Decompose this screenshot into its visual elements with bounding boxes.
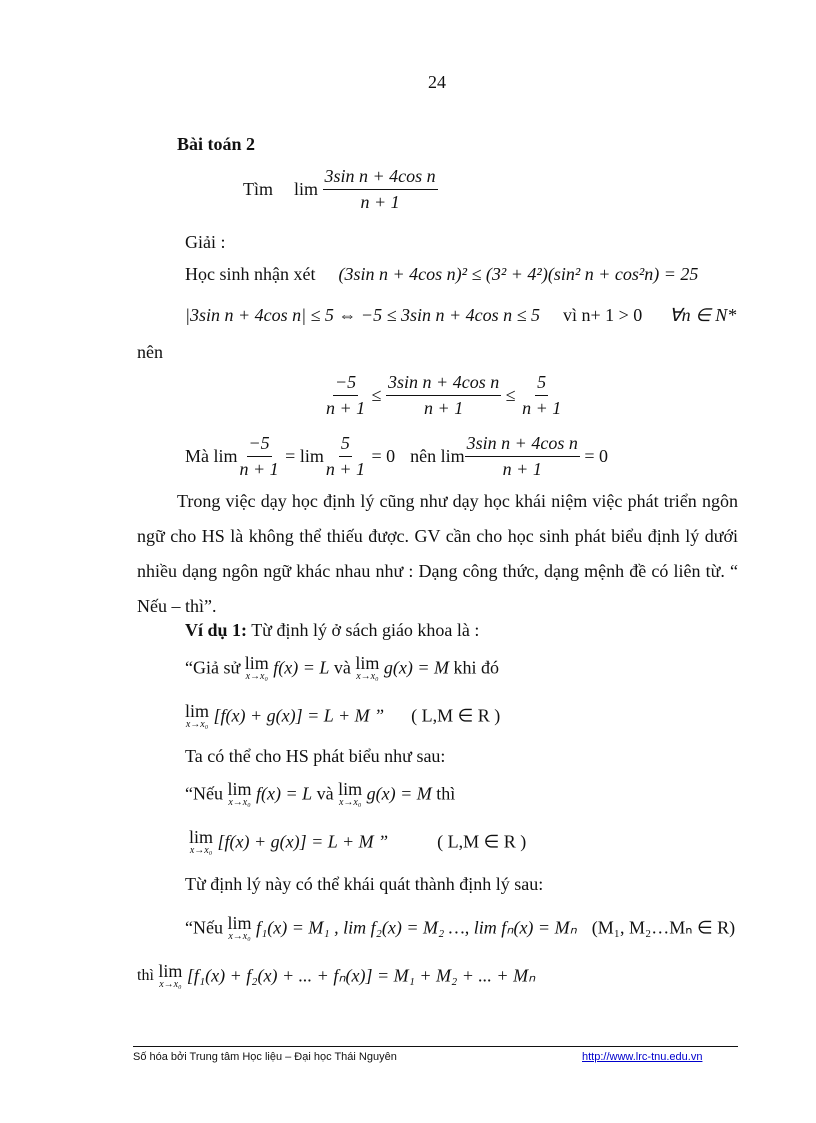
nen-word: nên <box>410 446 437 466</box>
observation-text: Học sinh nhận xét <box>185 264 316 284</box>
and-word: và <box>333 657 351 678</box>
example-heading-line <box>185 620 479 641</box>
absolute-inequality: |3sin n + 4cos n| ≤ 5 ⇔ −5 ≤ 3sin n + 4cos n ≤ 5 <box>185 305 540 325</box>
ma-word: Mà <box>185 446 209 466</box>
sum-expression: [f(x) + g(x)] = L + M ” <box>213 705 385 726</box>
footer-link[interactable]: http://www.lrc-tnu.edu.vn <box>582 1051 703 1063</box>
find-label: Tìm <box>243 179 273 199</box>
lim-1: lim <box>213 446 238 466</box>
page-number: 24 <box>428 72 446 92</box>
mid-den: n + 1 <box>424 398 464 418</box>
lim-text: lim <box>338 779 363 799</box>
mid-num: 3sin n + 4cos n <box>386 372 501 396</box>
example-label: Ví dụ 1: <box>185 620 248 640</box>
lim-block-3 <box>185 702 209 730</box>
solution-label: Giải : <box>185 232 226 252</box>
lim-text: lim <box>185 701 210 721</box>
lim-block-8 <box>158 962 182 990</box>
restatement-line-1 <box>185 780 455 808</box>
conclusion-fraction-1 <box>238 433 281 480</box>
left-fraction <box>324 372 367 419</box>
lim-sub: x→x₀ <box>228 797 251 808</box>
c3-num: 3sin n + 4cos n <box>465 433 580 457</box>
c3-den: n + 1 <box>502 459 542 479</box>
problem-fraction <box>323 166 438 213</box>
lim-block-6 <box>189 828 213 856</box>
rephrase-line: Ta có thể cho HS phát biểu như sau: <box>185 746 446 766</box>
leq-2: ≤ <box>505 385 516 405</box>
lim-text: lim <box>158 961 183 981</box>
and-word: và <box>316 783 334 804</box>
c1-num: −5 <box>247 433 272 457</box>
gx-eq-M: g(x) = M <box>366 783 432 804</box>
footer-divider <box>133 1046 738 1047</box>
lim-text: lim <box>244 653 269 673</box>
c2-num: 5 <box>339 433 352 457</box>
leq-1: ≤ <box>371 385 382 405</box>
gx-eq-M: g(x) = M <box>383 657 450 678</box>
fx-eq-L: f(x) = L <box>256 783 313 804</box>
equals-zero-1: = 0 <box>371 446 396 466</box>
body-paragraph <box>137 484 738 624</box>
set-note: ( L,M ∈ R ) <box>411 705 501 726</box>
generalize-line: Từ định lý này có thể khái quát thành định lý sau: <box>185 874 544 894</box>
lim-text: lim <box>189 827 214 847</box>
equals-zero-2: = 0 <box>584 446 608 466</box>
lim-sub: x→x₀ <box>356 671 379 682</box>
limit-conclusion <box>185 433 608 480</box>
theorem-line-2 <box>185 702 500 730</box>
left-num: −5 <box>333 372 358 396</box>
right-num: 5 <box>535 372 548 396</box>
thi-word: thì <box>436 783 456 804</box>
theorem-line-1 <box>185 654 499 682</box>
conclusion-fraction-2 <box>324 433 367 480</box>
lim-block-1 <box>245 654 269 682</box>
fx-eq-L: f(x) = L <box>273 657 330 678</box>
lim-sub: x→x₀ <box>159 979 182 990</box>
lim-3: lim <box>440 446 465 466</box>
problem-statement <box>243 166 438 213</box>
problem-heading: Bài toán 2 <box>177 134 256 154</box>
cauchy-inequality: (3sin n + 4cos n)² ≤ (3² + 4²)(sin² n + cos²n) = 25 <box>338 264 699 284</box>
observation-line <box>185 264 698 285</box>
conclusion-fraction-3 <box>465 433 580 480</box>
footer-left: Số hóa bởi Trung tâm Học liệu – Đại học Thái Nguyên <box>133 1051 397 1063</box>
lim-text: lim <box>355 653 380 673</box>
fraction-numerator: 3sin n + 4cos n <box>323 166 438 190</box>
general-theorem-line-1 <box>185 914 735 942</box>
general-limits: f₁(x) = M₁ , lim f₂(x) = M₂ …, lim fₙ(x) = Mₙ <box>256 917 577 938</box>
since-text: vì n+ 1 > 0 <box>562 305 643 325</box>
neu-text: “Nếu <box>185 783 223 804</box>
fraction-denominator: n + 1 <box>360 192 400 212</box>
paragraph-text: Trong việc dạy học định lý cũng như dạy học khái niệm việc phát triển ngôn ngữ cho HS là không thể thiếu được. GV cần cho học sinh phát biểu định lý dưới nhiều dạng ngôn ngữ khác nhau như : Dạng công thức, dạng mệnh đề có liên từ. “ Nếu – thì”. <box>137 491 738 616</box>
left-den: n + 1 <box>326 398 366 418</box>
lim-sub: x→x₀ <box>338 797 362 808</box>
general-sum: [f₁(x) + f₂(x) + ... + fₙ(x)] = M₁ + M₂ + ... + Mₙ <box>186 965 536 986</box>
general-set: (M₁, M₂…Mₙ ∈ R) <box>591 917 736 938</box>
lim-block-7 <box>227 914 251 942</box>
gia-su-text: “Giả sử <box>185 657 241 678</box>
lim-sub: x→x₀ <box>228 931 251 942</box>
right-den: n + 1 <box>522 398 562 418</box>
lim-text: lim <box>227 779 252 799</box>
sum-expression: [f(x) + g(x)] = L + M ” <box>217 831 389 852</box>
lim-block-5 <box>338 780 362 808</box>
lim-sub: x→x₀ <box>185 719 209 730</box>
c1-den: n + 1 <box>239 459 279 479</box>
sandwich-inequality <box>324 372 563 419</box>
lim-sub: x→x₀ <box>189 845 213 856</box>
lim-sub: x→x₀ <box>245 671 268 682</box>
forall-text: ∀n ∈ N* <box>669 305 737 325</box>
neu-text: “Nếu <box>185 917 223 938</box>
thi-word: thì <box>137 967 154 984</box>
lim-block-4 <box>227 780 251 808</box>
khi-do-text: khi đó <box>453 657 500 678</box>
example-intro: Từ định lý ở sách giáo khoa là : <box>247 620 480 640</box>
c2-den: n + 1 <box>325 459 365 479</box>
restatement-line-2 <box>189 828 526 856</box>
equals-sign: = <box>285 446 296 466</box>
lim-operator: lim <box>294 179 319 199</box>
general-theorem-line-2 <box>137 962 535 990</box>
lim-block-2 <box>355 654 379 682</box>
then-word: nên <box>137 342 163 362</box>
absolute-bound-line <box>185 305 736 326</box>
lim-text: lim <box>227 913 252 933</box>
middle-fraction <box>386 372 501 419</box>
right-fraction <box>520 372 563 419</box>
lim-2: lim <box>299 446 324 466</box>
set-note: ( L,M ∈ R ) <box>437 831 527 852</box>
